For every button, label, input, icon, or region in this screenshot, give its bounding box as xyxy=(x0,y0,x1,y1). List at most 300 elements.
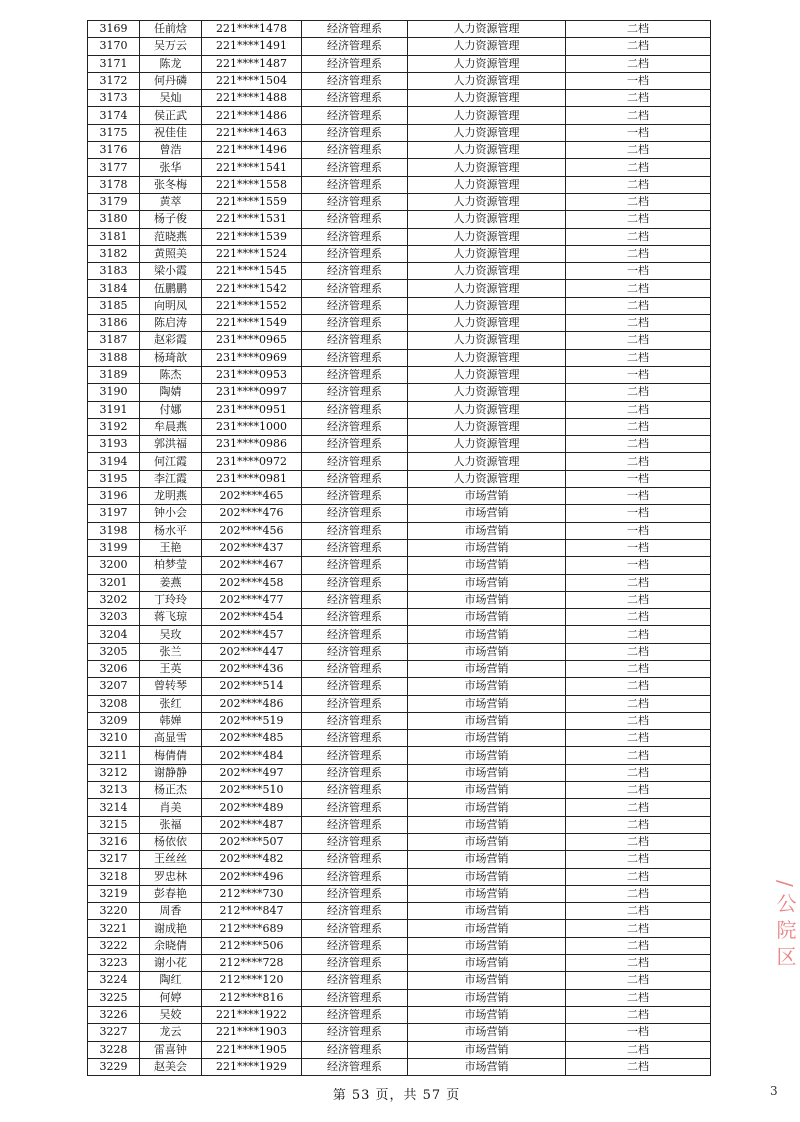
department-cell: 经济管理系 xyxy=(302,72,408,89)
department-cell: 经济管理系 xyxy=(302,159,408,176)
table-row xyxy=(88,1058,711,1075)
major-cell: 市场营销 xyxy=(408,488,566,505)
grade-level-cell: 二档 xyxy=(566,920,711,937)
student-name-cell: 吴玫 xyxy=(140,626,202,643)
student-id-cell: 231****0986 xyxy=(202,436,302,453)
student-id-cell: 221****1496 xyxy=(202,142,302,159)
table-row xyxy=(88,228,711,245)
student-name-cell: 郭洪福 xyxy=(140,436,202,453)
major-cell: 市场营销 xyxy=(408,609,566,626)
table-row xyxy=(88,920,711,937)
department-cell: 经济管理系 xyxy=(302,21,408,38)
student-id-cell: 202****496 xyxy=(202,868,302,885)
table-row xyxy=(88,937,711,954)
major-cell: 人力资源管理 xyxy=(408,124,566,141)
row-number-cell: 3172 xyxy=(88,72,140,89)
row-number-cell: 3196 xyxy=(88,488,140,505)
student-id-cell: 221****1531 xyxy=(202,211,302,228)
table-row xyxy=(88,418,711,435)
major-cell: 市场营销 xyxy=(408,1006,566,1023)
grade-level-cell: 二档 xyxy=(566,55,711,72)
table-row xyxy=(88,868,711,885)
grade-level-cell: 二档 xyxy=(566,695,711,712)
major-cell: 人力资源管理 xyxy=(408,211,566,228)
student-name-cell: 杨依依 xyxy=(140,833,202,850)
student-table xyxy=(87,20,711,1076)
grade-level-cell: 二档 xyxy=(566,90,711,107)
table-row xyxy=(88,626,711,643)
student-name-cell: 祝佳佳 xyxy=(140,124,202,141)
department-cell: 经济管理系 xyxy=(302,972,408,989)
department-cell: 经济管理系 xyxy=(302,989,408,1006)
student-name-cell: 付娜 xyxy=(140,401,202,418)
student-name-cell: 杨水平 xyxy=(140,522,202,539)
table-row xyxy=(88,660,711,677)
department-cell: 经济管理系 xyxy=(302,903,408,920)
grade-level-cell: 二档 xyxy=(566,21,711,38)
grade-level-cell: 二档 xyxy=(566,989,711,1006)
department-cell: 经济管理系 xyxy=(302,142,408,159)
student-name-cell: 丁玲玲 xyxy=(140,591,202,608)
major-cell: 市场营销 xyxy=(408,972,566,989)
table-row xyxy=(88,695,711,712)
department-cell: 经济管理系 xyxy=(302,193,408,210)
table-row xyxy=(88,366,711,383)
grade-level-cell: 二档 xyxy=(566,764,711,781)
row-number-cell: 3220 xyxy=(88,903,140,920)
row-number-cell: 3182 xyxy=(88,245,140,262)
row-number-cell: 3198 xyxy=(88,522,140,539)
row-number-cell: 3179 xyxy=(88,193,140,210)
student-id-cell: 231****0953 xyxy=(202,366,302,383)
department-cell: 经济管理系 xyxy=(302,626,408,643)
department-cell: 经济管理系 xyxy=(302,505,408,522)
row-number-cell: 3205 xyxy=(88,643,140,660)
table-row xyxy=(88,557,711,574)
department-cell: 经济管理系 xyxy=(302,297,408,314)
student-id-cell: 212****847 xyxy=(202,903,302,920)
row-number-cell: 3191 xyxy=(88,401,140,418)
table-row xyxy=(88,142,711,159)
major-cell: 市场营销 xyxy=(408,539,566,556)
row-number-cell: 3183 xyxy=(88,263,140,280)
student-id-cell: 221****1463 xyxy=(202,124,302,141)
department-cell: 经济管理系 xyxy=(302,488,408,505)
student-id-cell: 202****507 xyxy=(202,833,302,850)
grade-level-cell: 二档 xyxy=(566,851,711,868)
student-name-cell: 罗忠林 xyxy=(140,868,202,885)
major-cell: 市场营销 xyxy=(408,851,566,868)
major-cell: 人力资源管理 xyxy=(408,297,566,314)
grade-level-cell: 二档 xyxy=(566,574,711,591)
edge-mark: 3 xyxy=(770,1084,778,1098)
grade-level-cell: 二档 xyxy=(566,643,711,660)
student-id-cell: 202****510 xyxy=(202,782,302,799)
table-row xyxy=(88,574,711,591)
row-number-cell: 3174 xyxy=(88,107,140,124)
table-row xyxy=(88,591,711,608)
grade-level-cell: 一档 xyxy=(566,1024,711,1041)
row-number-cell: 3216 xyxy=(88,833,140,850)
student-name-cell: 韩婵 xyxy=(140,712,202,729)
major-cell: 人力资源管理 xyxy=(408,72,566,89)
student-id-cell: 221****1922 xyxy=(202,1006,302,1023)
department-cell: 经济管理系 xyxy=(302,436,408,453)
table-row xyxy=(88,263,711,280)
grade-level-cell: 二档 xyxy=(566,332,711,349)
table-row xyxy=(88,833,711,850)
student-name-cell: 张冬梅 xyxy=(140,176,202,193)
student-name-cell: 张兰 xyxy=(140,643,202,660)
major-cell: 人力资源管理 xyxy=(408,470,566,487)
student-id-cell: 202****482 xyxy=(202,851,302,868)
table-row xyxy=(88,1041,711,1058)
row-number-cell: 3189 xyxy=(88,366,140,383)
table-row xyxy=(88,107,711,124)
major-cell: 市场营销 xyxy=(408,1041,566,1058)
major-cell: 市场营销 xyxy=(408,1058,566,1075)
department-cell: 经济管理系 xyxy=(302,557,408,574)
student-name-cell: 任前焓 xyxy=(140,21,202,38)
department-cell: 经济管理系 xyxy=(302,315,408,332)
student-id-cell: 221****1905 xyxy=(202,1041,302,1058)
student-id-cell: 202****454 xyxy=(202,609,302,626)
department-cell: 经济管理系 xyxy=(302,107,408,124)
student-name-cell: 曾浩 xyxy=(140,142,202,159)
row-number-cell: 3186 xyxy=(88,315,140,332)
major-cell: 人力资源管理 xyxy=(408,263,566,280)
grade-level-cell: 二档 xyxy=(566,107,711,124)
row-number-cell: 3207 xyxy=(88,678,140,695)
student-name-cell: 梁小霞 xyxy=(140,263,202,280)
student-id-cell: 202****486 xyxy=(202,695,302,712)
student-name-cell: 杨正杰 xyxy=(140,782,202,799)
row-number-cell: 3199 xyxy=(88,539,140,556)
student-name-cell: 吴灿 xyxy=(140,90,202,107)
department-cell: 经济管理系 xyxy=(302,920,408,937)
department-cell: 经济管理系 xyxy=(302,885,408,902)
student-id-cell: 202****467 xyxy=(202,557,302,574)
student-id-cell: 221****1539 xyxy=(202,228,302,245)
student-id-cell: 221****1504 xyxy=(202,72,302,89)
student-name-cell: 张福 xyxy=(140,816,202,833)
table-row xyxy=(88,21,711,38)
student-name-cell: 何丹磷 xyxy=(140,72,202,89)
student-name-cell: 陈杰 xyxy=(140,366,202,383)
student-id-cell: 212****730 xyxy=(202,885,302,902)
department-cell: 经济管理系 xyxy=(302,609,408,626)
row-number-cell: 3208 xyxy=(88,695,140,712)
grade-level-cell: 二档 xyxy=(566,712,711,729)
table-row xyxy=(88,816,711,833)
major-cell: 人力资源管理 xyxy=(408,332,566,349)
row-number-cell: 3213 xyxy=(88,782,140,799)
department-cell: 经济管理系 xyxy=(302,522,408,539)
major-cell: 市场营销 xyxy=(408,678,566,695)
student-id-cell: 231****0951 xyxy=(202,401,302,418)
row-number-cell: 3217 xyxy=(88,851,140,868)
major-cell: 市场营销 xyxy=(408,695,566,712)
student-name-cell: 梅倩倩 xyxy=(140,747,202,764)
grade-level-cell: 二档 xyxy=(566,453,711,470)
grade-level-cell: 一档 xyxy=(566,470,711,487)
student-id-cell: 221****1524 xyxy=(202,245,302,262)
grade-level-cell: 二档 xyxy=(566,937,711,954)
row-number-cell: 3210 xyxy=(88,730,140,747)
table-row xyxy=(88,176,711,193)
table-row xyxy=(88,159,711,176)
table-row xyxy=(88,851,711,868)
row-number-cell: 3181 xyxy=(88,228,140,245)
table-row xyxy=(88,55,711,72)
major-cell: 人力资源管理 xyxy=(408,384,566,401)
student-id-cell: 221****1487 xyxy=(202,55,302,72)
department-cell: 经济管理系 xyxy=(302,401,408,418)
table-row xyxy=(88,539,711,556)
student-name-cell: 彭春艳 xyxy=(140,885,202,902)
row-number-cell: 3188 xyxy=(88,349,140,366)
grade-level-cell: 一档 xyxy=(566,72,711,89)
table-row xyxy=(88,349,711,366)
grade-level-cell: 二档 xyxy=(566,730,711,747)
major-cell: 人力资源管理 xyxy=(408,55,566,72)
student-id-cell: 202****514 xyxy=(202,678,302,695)
table-row xyxy=(88,315,711,332)
major-cell: 市场营销 xyxy=(408,747,566,764)
table-row xyxy=(88,124,711,141)
row-number-cell: 3193 xyxy=(88,436,140,453)
department-cell: 经济管理系 xyxy=(302,1041,408,1058)
table-row xyxy=(88,193,711,210)
row-number-cell: 3180 xyxy=(88,211,140,228)
major-cell: 人力资源管理 xyxy=(408,107,566,124)
department-cell: 经济管理系 xyxy=(302,1006,408,1023)
grade-level-cell: 二档 xyxy=(566,782,711,799)
department-cell: 经济管理系 xyxy=(302,574,408,591)
grade-level-cell: 一档 xyxy=(566,522,711,539)
student-name-cell: 黄照美 xyxy=(140,245,202,262)
table-row xyxy=(88,799,711,816)
table-row xyxy=(88,730,711,747)
student-id-cell: 221****1478 xyxy=(202,21,302,38)
table-row xyxy=(88,1006,711,1023)
row-number-cell: 3173 xyxy=(88,90,140,107)
row-number-cell: 3229 xyxy=(88,1058,140,1075)
student-id-cell: 221****1903 xyxy=(202,1024,302,1041)
table-row xyxy=(88,453,711,470)
department-cell: 经济管理系 xyxy=(302,799,408,816)
department-cell: 经济管理系 xyxy=(302,695,408,712)
student-name-cell: 陶婧 xyxy=(140,384,202,401)
grade-level-cell: 二档 xyxy=(566,660,711,677)
row-number-cell: 3202 xyxy=(88,591,140,608)
student-name-cell: 黄萃 xyxy=(140,193,202,210)
department-cell: 经济管理系 xyxy=(302,712,408,729)
grade-level-cell: 二档 xyxy=(566,972,711,989)
row-number-cell: 3215 xyxy=(88,816,140,833)
department-cell: 经济管理系 xyxy=(302,660,408,677)
department-cell: 经济管理系 xyxy=(302,384,408,401)
student-id-cell: 221****1486 xyxy=(202,107,302,124)
student-name-cell: 高显雪 xyxy=(140,730,202,747)
major-cell: 市场营销 xyxy=(408,626,566,643)
department-cell: 经济管理系 xyxy=(302,55,408,72)
student-id-cell: 202****457 xyxy=(202,626,302,643)
row-number-cell: 3204 xyxy=(88,626,140,643)
department-cell: 经济管理系 xyxy=(302,1058,408,1075)
student-id-cell: 202****489 xyxy=(202,799,302,816)
major-cell: 人力资源管理 xyxy=(408,193,566,210)
grade-level-cell: 二档 xyxy=(566,193,711,210)
grade-level-cell: 二档 xyxy=(566,245,711,262)
grade-level-cell: 二档 xyxy=(566,436,711,453)
major-cell: 市场营销 xyxy=(408,885,566,902)
department-cell: 经济管理系 xyxy=(302,764,408,781)
student-id-cell: 212****816 xyxy=(202,989,302,1006)
department-cell: 经济管理系 xyxy=(302,747,408,764)
grade-level-cell: 一档 xyxy=(566,505,711,522)
major-cell: 市场营销 xyxy=(408,1024,566,1041)
grade-level-cell: 二档 xyxy=(566,418,711,435)
student-id-cell: 212****120 xyxy=(202,972,302,989)
student-name-cell: 杨琦歆 xyxy=(140,349,202,366)
table-row xyxy=(88,245,711,262)
student-id-cell: 202****437 xyxy=(202,539,302,556)
row-number-cell: 3209 xyxy=(88,712,140,729)
student-name-cell: 陈启涛 xyxy=(140,315,202,332)
major-cell: 市场营销 xyxy=(408,712,566,729)
department-cell: 经济管理系 xyxy=(302,730,408,747)
table-row xyxy=(88,436,711,453)
grade-level-cell: 二档 xyxy=(566,799,711,816)
grade-level-cell: 二档 xyxy=(566,747,711,764)
table-row xyxy=(88,609,711,626)
major-cell: 市场营销 xyxy=(408,782,566,799)
page-footer: 第 53 页，共 57 页 xyxy=(332,1088,461,1103)
student-id-cell: 221****1549 xyxy=(202,315,302,332)
student-name-cell: 陈龙 xyxy=(140,55,202,72)
student-name-cell: 谢成艳 xyxy=(140,920,202,937)
grade-level-cell: 一档 xyxy=(566,263,711,280)
row-number-cell: 3175 xyxy=(88,124,140,141)
grade-level-cell: 二档 xyxy=(566,955,711,972)
student-name-cell: 龙明燕 xyxy=(140,488,202,505)
student-id-cell: 202****485 xyxy=(202,730,302,747)
major-cell: 市场营销 xyxy=(408,643,566,660)
grade-level-cell: 二档 xyxy=(566,280,711,297)
grade-level-cell: 二档 xyxy=(566,401,711,418)
department-cell: 经济管理系 xyxy=(302,245,408,262)
student-id-cell: 202****519 xyxy=(202,712,302,729)
student-id-cell: 202****477 xyxy=(202,591,302,608)
row-number-cell: 3218 xyxy=(88,868,140,885)
row-number-cell: 3178 xyxy=(88,176,140,193)
grade-level-cell: 二档 xyxy=(566,885,711,902)
student-id-cell: 212****506 xyxy=(202,937,302,954)
red-stamp-mark: / 公 院 区 xyxy=(773,880,797,966)
grade-level-cell: 二档 xyxy=(566,816,711,833)
table-row xyxy=(88,470,711,487)
table-row xyxy=(88,488,711,505)
student-id-cell: 202****458 xyxy=(202,574,302,591)
major-cell: 人力资源管理 xyxy=(408,159,566,176)
student-id-cell: 202****465 xyxy=(202,488,302,505)
student-name-cell: 伍鹏鹏 xyxy=(140,280,202,297)
table-row xyxy=(88,678,711,695)
student-name-cell: 谢小花 xyxy=(140,955,202,972)
row-number-cell: 3219 xyxy=(88,885,140,902)
department-cell: 经济管理系 xyxy=(302,782,408,799)
row-number-cell: 3203 xyxy=(88,609,140,626)
student-id-cell: 231****0969 xyxy=(202,349,302,366)
department-cell: 经济管理系 xyxy=(302,851,408,868)
department-cell: 经济管理系 xyxy=(302,38,408,55)
major-cell: 市场营销 xyxy=(408,833,566,850)
student-id-cell: 221****1491 xyxy=(202,38,302,55)
major-cell: 市场营销 xyxy=(408,920,566,937)
major-cell: 人力资源管理 xyxy=(408,401,566,418)
student-name-cell: 范晓燕 xyxy=(140,228,202,245)
row-number-cell: 3225 xyxy=(88,989,140,1006)
row-number-cell: 3226 xyxy=(88,1006,140,1023)
student-name-cell: 何江霞 xyxy=(140,453,202,470)
table-row xyxy=(88,955,711,972)
major-cell: 人力资源管理 xyxy=(408,453,566,470)
major-cell: 市场营销 xyxy=(408,730,566,747)
major-cell: 人力资源管理 xyxy=(408,349,566,366)
row-number-cell: 3223 xyxy=(88,955,140,972)
student-id-cell: 231****0981 xyxy=(202,470,302,487)
grade-level-cell: 二档 xyxy=(566,297,711,314)
row-number-cell: 3221 xyxy=(88,920,140,937)
row-number-cell: 3201 xyxy=(88,574,140,591)
student-name-cell: 侯正武 xyxy=(140,107,202,124)
student-id-cell: 221****1559 xyxy=(202,193,302,210)
student-id-cell: 231****0965 xyxy=(202,332,302,349)
grade-level-cell: 一档 xyxy=(566,539,711,556)
grade-level-cell: 二档 xyxy=(566,1058,711,1075)
student-name-cell: 向明凤 xyxy=(140,297,202,314)
student-id-cell: 221****1558 xyxy=(202,176,302,193)
row-number-cell: 3177 xyxy=(88,159,140,176)
grade-level-cell: 二档 xyxy=(566,1006,711,1023)
major-cell: 市场营销 xyxy=(408,816,566,833)
student-name-cell: 周香 xyxy=(140,903,202,920)
student-name-cell: 牟晨燕 xyxy=(140,418,202,435)
department-cell: 经济管理系 xyxy=(302,937,408,954)
grade-level-cell: 一档 xyxy=(566,124,711,141)
table-row xyxy=(88,522,711,539)
department-cell: 经济管理系 xyxy=(302,90,408,107)
grade-level-cell: 二档 xyxy=(566,833,711,850)
major-cell: 市场营销 xyxy=(408,522,566,539)
table-row xyxy=(88,211,711,228)
student-id-cell: 231****0972 xyxy=(202,453,302,470)
major-cell: 市场营销 xyxy=(408,937,566,954)
student-id-cell: 202****447 xyxy=(202,643,302,660)
table-row xyxy=(88,38,711,55)
row-number-cell: 3187 xyxy=(88,332,140,349)
table-row xyxy=(88,1024,711,1041)
student-id-cell: 212****728 xyxy=(202,955,302,972)
grade-level-cell: 二档 xyxy=(566,626,711,643)
student-name-cell: 王艳 xyxy=(140,539,202,556)
row-number-cell: 3192 xyxy=(88,418,140,435)
department-cell: 经济管理系 xyxy=(302,643,408,660)
grade-level-cell: 二档 xyxy=(566,903,711,920)
table-row xyxy=(88,643,711,660)
row-number-cell: 3214 xyxy=(88,799,140,816)
